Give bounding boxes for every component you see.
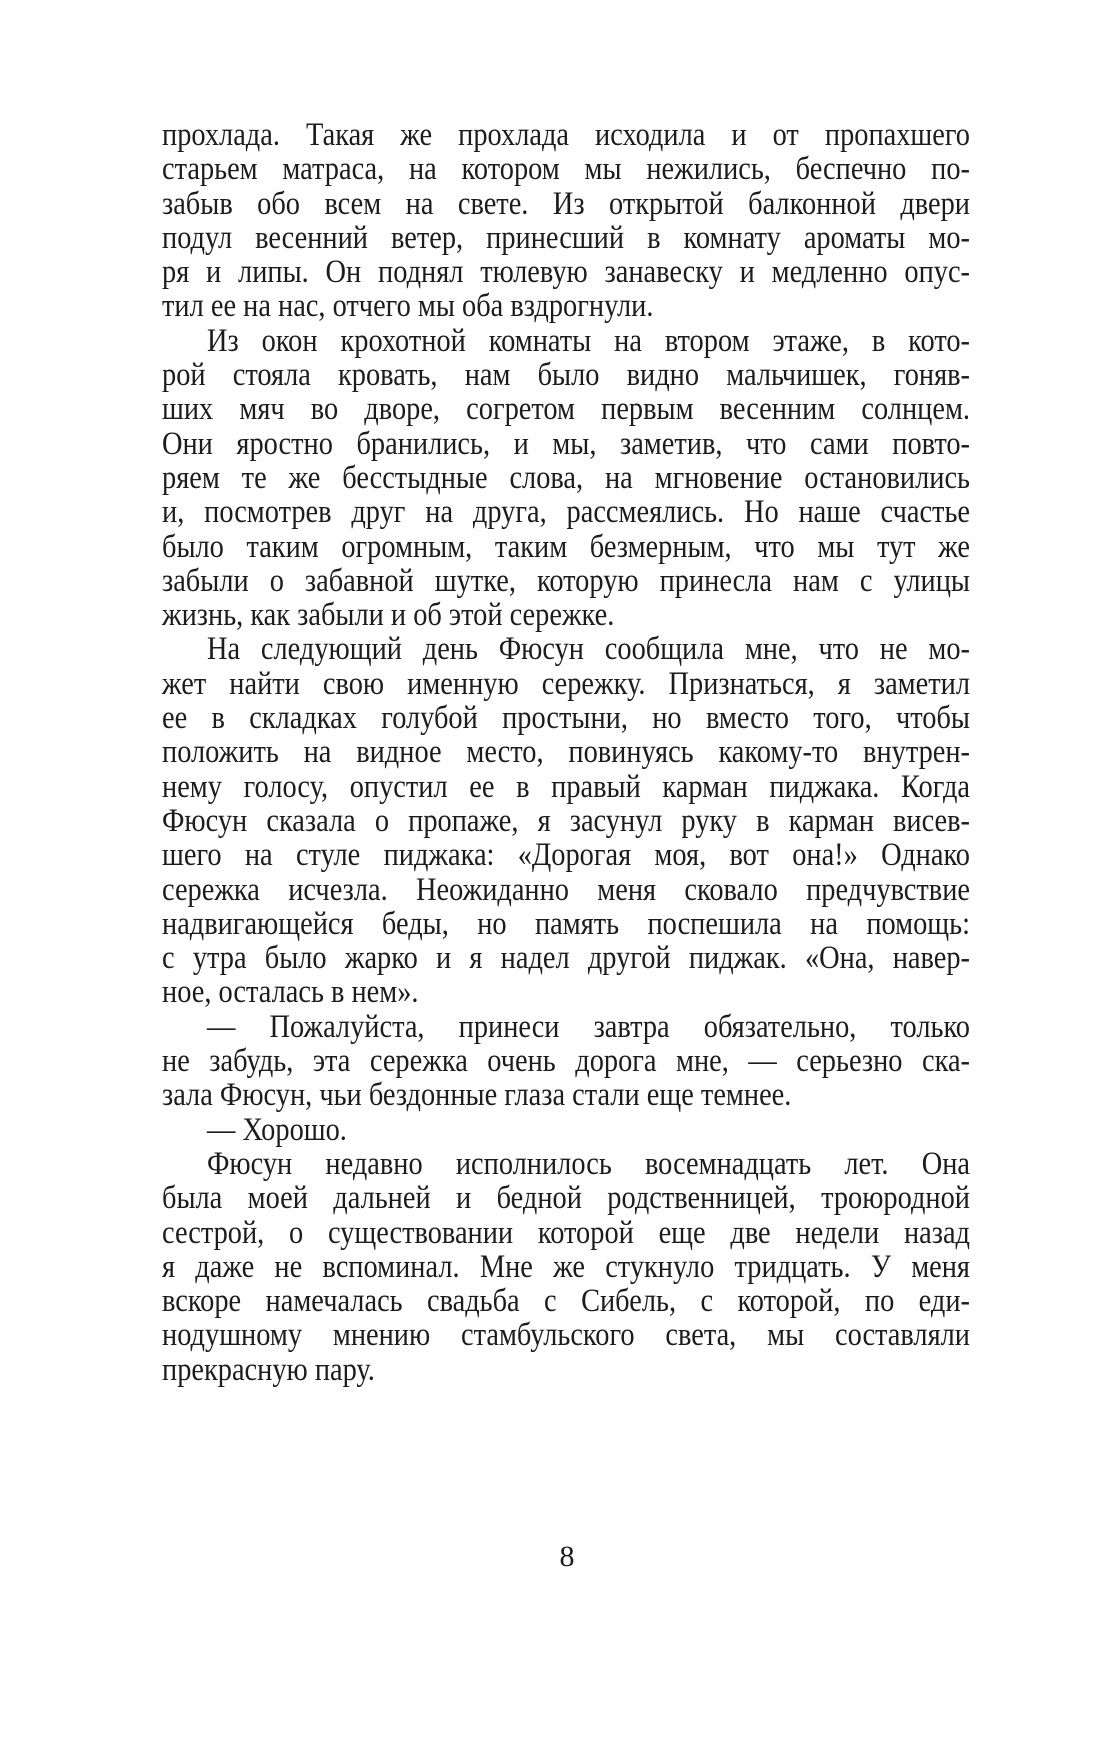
text-line: [162, 1044, 970, 1078]
text-line-content: ря и липы. Он поднял тюлевую занавеску и медленно опус-: [162, 254, 970, 291]
text-line: [162, 975, 970, 1009]
text-line-content: надвигающейся беды, но память поспешила на помощь:: [162, 905, 970, 942]
text-line-content: ряем те же бесстыдные слова, на мгновение остановились: [162, 459, 970, 496]
text-line: [162, 1181, 970, 1215]
text-line-content: была моей дальней и бедной родственницей, троюродной: [162, 1180, 970, 1217]
text-line-content: нему голосу, опустил ее в правый карман пиджака. Когда: [162, 768, 970, 805]
text-line: [162, 1216, 970, 1250]
text-line-content: ее в складках голубой простыни, но вместо того, чтобы: [162, 700, 970, 737]
text-line: [162, 1147, 970, 1181]
text-line-content: и, посмотрев друг на друга, рассмеялись. Но наше счастье: [162, 494, 970, 531]
text-line: [162, 1318, 970, 1352]
text-line-content: прохлада. Такая же прохлада исходила и от пропахшего: [162, 117, 970, 153]
text-line: [162, 358, 970, 392]
text-line-content: рой стояла кровать, нам было видно мальчишек, гоняв-: [162, 357, 970, 394]
text-line-content: — Хорошо.: [207, 1111, 347, 1148]
text-line-content: Они яростно бранились, и мы, заметив, что сами повто-: [162, 425, 970, 462]
text-line: [162, 324, 970, 358]
text-line: [162, 255, 970, 289]
text-line-content: вскоре намечалась свадьба с Сибель, с которой, по еди-: [162, 1283, 970, 1320]
text-line: [162, 152, 970, 186]
text-line: [162, 941, 970, 975]
text-line-content: зала Фюсун, чьи бездонные глаза стали еще темнее.: [162, 1077, 792, 1114]
text-line-content: ное, осталась в нем».: [162, 974, 419, 1011]
text-line: [162, 530, 970, 564]
text-line-content: жет найти свою именную сережку. Признаться, я заметил: [162, 665, 970, 702]
text-line-content: — Пожалуйста, принеси завтра обязательно, только: [207, 1008, 970, 1045]
text-line: [162, 632, 970, 666]
text-line: [162, 873, 970, 907]
body-text: [162, 118, 970, 1387]
text-line: [162, 564, 970, 598]
text-line-content: тил ее на нас, отчего мы оба вздрогнули.: [162, 288, 654, 325]
text-line-content: сестрой, о существовании которой еще две недели назад: [162, 1214, 970, 1251]
text-line-content: было таким огромным, таким безмерным, что мы тут же: [162, 528, 970, 565]
text-line: [162, 598, 970, 632]
text-line: [162, 392, 970, 426]
text-line-content: прекрасную пару.: [162, 1351, 375, 1388]
text-line: [162, 1250, 970, 1284]
text-line-content: нодушному мнению стамбульского света, мы составляли: [162, 1317, 970, 1354]
text-line-content: с утра было жарко и я надел другой пиджак. «Она, навер-: [162, 940, 970, 977]
text-line-content: Фюсун недавно исполнилось восемнадцать лет. Она: [207, 1145, 970, 1182]
text-line: [162, 118, 970, 152]
text-line: [162, 1010, 970, 1044]
page-number: 8: [559, 1540, 575, 1573]
text-line: [162, 427, 970, 461]
text-line-content: ших мяч во дворе, согретом первым весенним солнцем.: [162, 391, 970, 428]
text-line-content: Из окон крохотной комнаты на втором этаже, в кото-: [207, 322, 970, 359]
text-line: [162, 804, 970, 838]
text-line: [162, 667, 970, 701]
text-line: [162, 495, 970, 529]
text-line-content: забыв обо всем на свете. Из открытой балконной двери: [162, 185, 970, 222]
text-line: [162, 221, 970, 255]
text-line-content: не забудь, эта сережка очень дорога мне, — серьезно ска-: [162, 1043, 970, 1080]
text-line: [162, 701, 970, 735]
text-line: [162, 735, 970, 769]
text-line: [162, 838, 970, 872]
text-line: [162, 770, 970, 804]
text-line-content: сережка исчезла. Неожиданно меня сковало предчувствие: [162, 871, 970, 908]
text-line-content: подул весенний ветер, принесший в комнату ароматы мо-: [162, 219, 970, 256]
text-line-content: старьем матраса, на котором мы нежились, беспечно по-: [162, 151, 970, 188]
text-line: [162, 1353, 970, 1387]
text-line: [162, 461, 970, 495]
text-line: [162, 1078, 970, 1112]
text-line: [162, 1113, 970, 1147]
text-line: [162, 907, 970, 941]
text-line-content: я даже не вспоминал. Мне же стукнуло тридцать. У меня: [162, 1248, 970, 1285]
text-line: [162, 289, 970, 323]
text-line-content: положить на видное место, повинуясь какому-то внутрен-: [162, 734, 970, 771]
text-line-content: шего на стуле пиджака: «Дорогая моя, вот она!» Однако: [162, 837, 970, 874]
text-line: [162, 1284, 970, 1318]
text-line-content: Фюсун сказала о пропаже, я засунул руку в карман висев-: [162, 802, 970, 839]
text-line-content: На следующий день Фюсун сообщила мне, что не мо-: [207, 631, 970, 668]
text-line-content: жизнь, как забыли и об этой сережке.: [162, 597, 615, 634]
text-line-content: забыли о забавной шутке, которую принесла нам с улицы: [162, 562, 970, 599]
text-line: [162, 187, 970, 221]
